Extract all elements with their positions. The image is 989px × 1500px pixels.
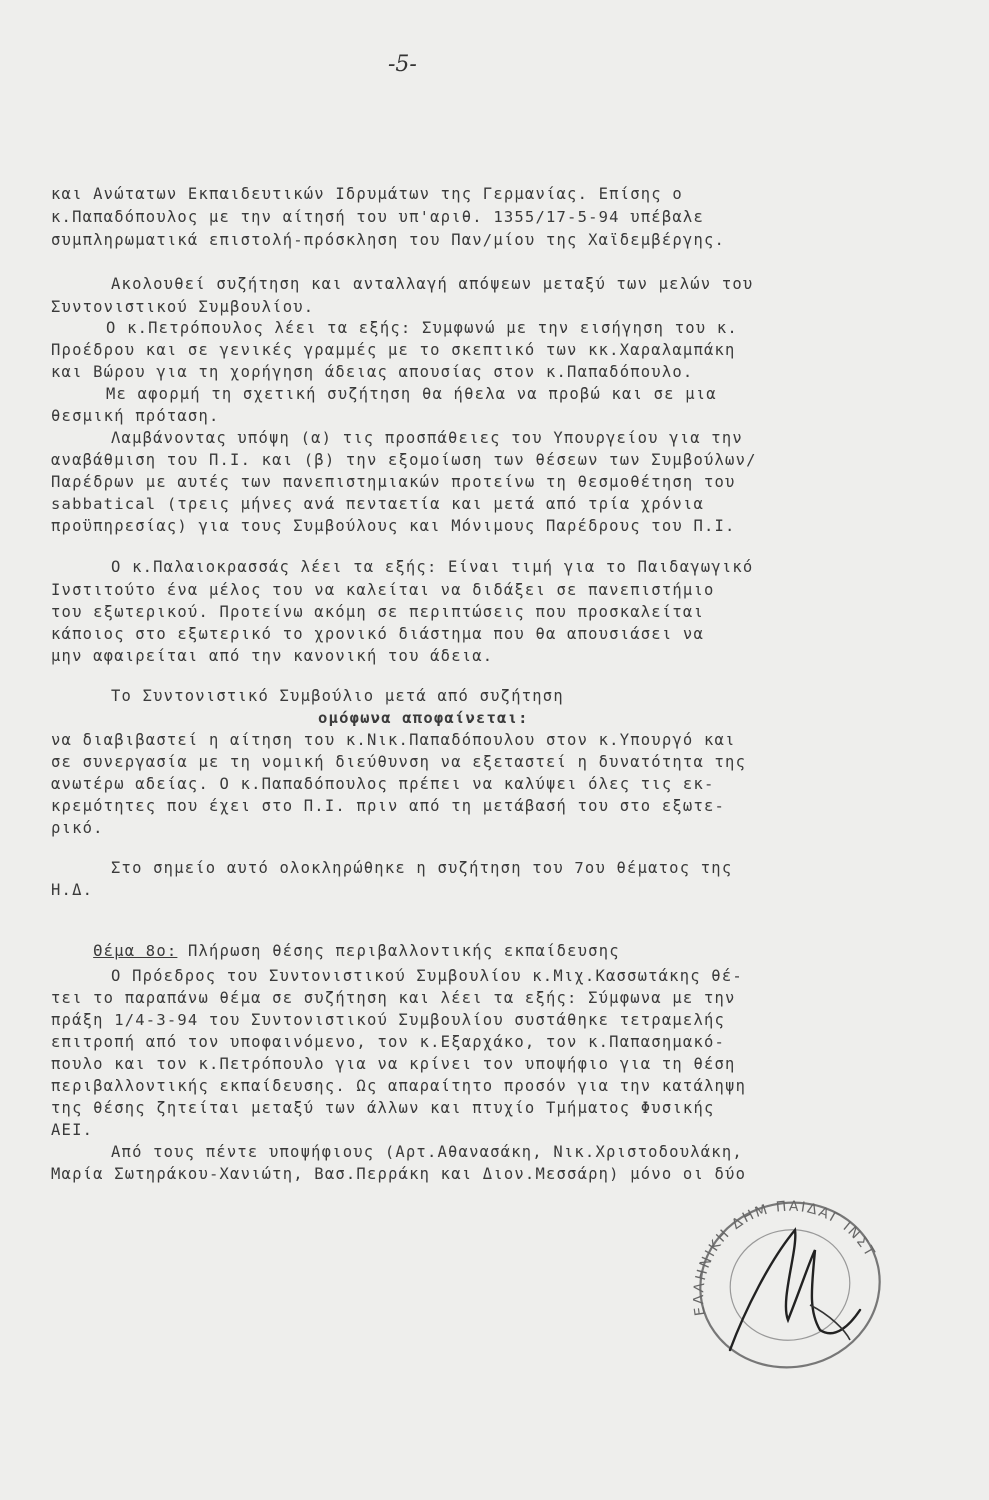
text-line: πουλο και τον κ.Πετρόπουλο για να κρίνει τον υποψήφιο για τη θέση — [51, 1055, 736, 1073]
text-line: Ο Πρόεδρος του Συντονιστικού Συμβουλίου κ.Μιχ.Κασσωτάκης θέ- — [111, 967, 743, 985]
text-line: Παρέδρων με αυτές των πανεπιστημιακών προτείνω τη θεσμοθέτηση του — [51, 473, 736, 491]
text-line: συμπληρωματικά επιστολή-πρόσκληση του Παν/μίου της Χαϊδεμβέργης. — [51, 231, 726, 249]
text-line: Λαμβάνοντας υπόψη (α) τις προσπάθειες του Υπουργείου για την — [111, 429, 743, 447]
text-line: Συντονιστικού Συμβουλίου. — [51, 298, 315, 316]
text-line: Από τους πέντε υποψήφιους (Αρτ.Αθανασάκη, Νικ.Χριστοδουλάκη, — [111, 1143, 743, 1161]
svg-text:ΕΛΛΗΝΙΚΗ ΔΗΜ ΠΑΙΔΑΓ ΙΝΣΤ: ΕΛΛΗΝΙΚΗ ΔΗΜ ΠΑΙΔΑΓ ΙΝΣΤ — [691, 1198, 879, 1317]
text-line: Στο σημείο αυτό ολοκληρώθηκε η συζήτηση του 7ου θέματος της — [111, 859, 733, 877]
text-line: sabbatical (τρεις μήνες ανά πενταετία και μετά από τρία χρόνια — [51, 495, 704, 513]
text-line: κάποιος στο εξωτερικό το χρονικό διάστημα που θα απουσιάσει να — [51, 625, 704, 643]
page-number: -5- — [388, 52, 417, 77]
text-line: Η.Δ. — [51, 881, 94, 899]
text-line: Το Συντονιστικό Συμβούλιο μετά από συζήτηση — [111, 687, 564, 705]
text-line: θεσμική πρόταση. — [51, 407, 220, 425]
topic-title: Πλήρωση θέσης περιβαλλοντικής εκπαίδευσης — [187, 942, 620, 960]
text-line: μην αφαιρείται από την κανονική του άδεια. — [51, 647, 494, 665]
topic-label: Θέμα 8ο: — [93, 942, 178, 960]
text-line: Μαρία Σωτηράκου-Χανιώτη, Βασ.Περράκη και Διον.Μεσσάρη) μόνο οι δύο — [51, 1165, 747, 1183]
text-line: τει το παραπάνω θέμα σε συζήτηση και λέει τα εξής: Σύμφωνα με την — [51, 989, 736, 1007]
text-line: ΑΕΙ. — [51, 1121, 94, 1139]
official-stamp — [660, 1190, 910, 1370]
decision-heading: ομόφωνα αποφαίνεται: — [318, 709, 529, 727]
text-line: αναβάθμιση του Π.Ι. και (β) την εξομοίωση των θέσεων των Συμβούλων/ — [51, 451, 757, 469]
text-line: Ο κ.Παλαιοκρασσάς λέει τα εξής: Είναι τιμή για το Παιδαγωγικό — [111, 558, 754, 576]
text-line: και Βώρου για τη χορήγηση άδειας απουσίας στον κ.Παπαδόπουλο. — [51, 363, 694, 381]
text-line: ανωτέρω αδείας. Ο κ.Παπαδόπουλος πρέπει να καλύψει όλες τις εκ- — [51, 775, 715, 793]
text-line: επιτροπή από τον υποφαινόμενο, τον κ.Εξαρχάκο, τον κ.Παπασημακό- — [51, 1033, 726, 1051]
text-line: της θέσης ζητείται μεταξύ των άλλων και πτυχίο Τμήματος Φυσικής — [51, 1099, 715, 1117]
signature-icon — [730, 1230, 860, 1350]
text-line: κ.Παπαδόπουλος με την αίτησή του υπ'αριθ. 1355/17-5-94 υπέβαλε — [51, 208, 704, 226]
text-line: Με αφορμή τη σχετική συζήτηση θα ήθελα να προβώ και σε μια — [106, 385, 717, 403]
text-line: Ο κ.Πετρόπουλος λέει τα εξής: Συμφωνώ με την εισήγηση του κ. — [106, 319, 738, 337]
text-line: περιβαλλοντικής εκπαίδευσης. Ως απαραίτητο προσόν για την κατάληψη — [51, 1077, 747, 1095]
text-line: να διαβιβαστεί η αίτηση του κ.Νικ.Παπαδόπουλου στον κ.Υπουργό και — [51, 731, 736, 749]
text-line: σε συνεργασία με τη νομική διεύθυνση να εξεταστεί η δυνατότητα της — [51, 753, 747, 771]
text-line: πράξη 1/4-3-94 του Συντονιστικού Συμβουλίου συστάθηκε τετραμελής — [51, 1011, 726, 1029]
text-line: ρικό. — [51, 819, 104, 837]
text-line: προϋπηρεσίας) για τους Συμβούλους και Μόνιμους Παρέδρους του Π.Ι. — [51, 517, 736, 535]
text-line: κρεμότητες που έχει στο Π.Ι. πριν από τη μετάβασή του στο εξωτε- — [51, 797, 726, 815]
text-line: Προέδρου και σε γενικές γραμμές με το σκεπτικό των κκ.Χαραλαμπάκη — [51, 341, 736, 359]
text-line: του εξωτερικού. Προτείνω ακόμη σε περιπτώσεις που προσκαλείται — [51, 603, 704, 621]
text-line: Ακολουθεί συζήτηση και ανταλλαγή απόψεων μεταξύ των μελών του — [111, 275, 754, 293]
text-line: και Ανώτατων Εκπαιδευτικών Ιδρυμάτων της Γερμανίας. Επίσης ο — [51, 185, 683, 203]
text-line: Ινστιτούτο ένα μέλος του να καλείται να διδάξει σε πανεπιστήμιο — [51, 581, 715, 599]
